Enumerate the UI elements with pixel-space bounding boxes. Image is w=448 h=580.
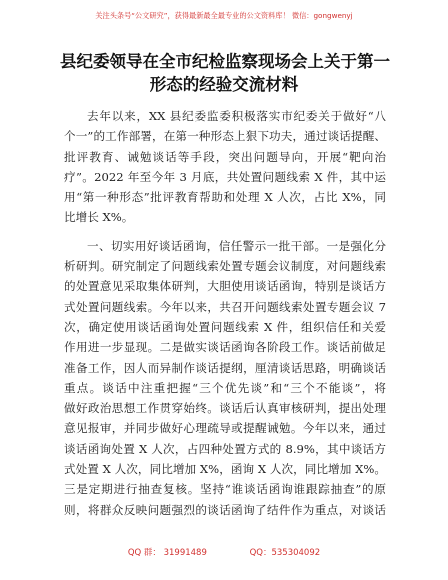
text-line: 去年以来，XX 县纪委监委积极落实市纪委关于做好“八 <box>87 109 386 123</box>
footer-contact <box>0 546 448 558</box>
text-line: 批评教育、诫勉谈话等手段，突出问题导向，开展“靶向治 <box>64 149 386 164</box>
text-line: 准备工作，因人而异制作谈话提纲，厘清谈话思路，明确谈话 <box>64 360 386 375</box>
text-line: 疗”。2022 年至今年 3 月底，共处置问题线索 X 件，其中运 <box>64 169 386 184</box>
text-line: 析研判。研究制定了问题线索处置专题会议制度，对问题线索 <box>64 259 386 274</box>
paragraph-section-one <box>64 236 386 520</box>
text-line: 谈话函询处置 X 人次，占四种处置方式的 8.9%，其中谈话方 <box>64 441 386 456</box>
paragraph-intro <box>64 106 386 228</box>
text-line: 比增长 X%。 <box>64 210 134 225</box>
title-line-2: 形态的经验交流材料 <box>149 75 299 94</box>
text-line: 三是定期进行抽查复核。坚持“谁谈话函询谁跟踪抽查”的原 <box>64 482 386 497</box>
text-line: 次，确定使用谈话函询处置问题线索 X 件，组织信任和关爱 <box>64 319 386 334</box>
text-line: 一、切实用好谈话函询，信任警示一批干部。一是强化分 <box>87 238 386 253</box>
text-line: 式处置问题线索。今年以来，共召开问题线索处置专题会议 7 <box>64 299 386 314</box>
text-line: 的处置意见采取集体研判，大胆使用谈话函询，特别是谈话方 <box>64 279 386 294</box>
title-line-1: 县纪委领导在全市纪检监察现场会上关于第一 <box>60 52 390 71</box>
top-banner: 关注头条号“公文研究”，获得最新最全最专业的公文资料库！ 微信：gongwenyj <box>95 11 353 20</box>
text-line: 则，将群众反映问题强烈的谈话函询了结件作为重点，对谈话 <box>64 502 386 517</box>
footer-qq-group: QQ 群： 31991489 <box>127 548 207 558</box>
footer-qq: QQ：535304092 <box>249 548 321 558</box>
text-line: 作用进一步显现。二是做实谈话函询各阶段工作。谈话前做足 <box>64 340 386 355</box>
document-title <box>60 50 388 96</box>
text-line: 做好政治思想工作贯穿始终。谈话后认真审核研判，提出处理 <box>64 401 386 416</box>
text-line: 用“第一种形态”批评教育帮助和处理 X 人次，占比 X%，同 <box>64 190 386 205</box>
text-line: 重点。谈话中注重把握“三个优先谈”和“三个不能谈”，将 <box>64 380 386 395</box>
document-body <box>64 106 386 520</box>
text-line: 个一”的工作部署，在第一种形态上狠下功夫，通过谈话提醒、 <box>64 129 386 144</box>
text-line: 式处置 X 人次，同比增加 X%，函询 X 人次，同比增加 X%。 <box>64 462 386 477</box>
text-line: 意见报审，并同步做好心理疏导或提醒诫勉。今年以来，通过 <box>64 421 386 436</box>
